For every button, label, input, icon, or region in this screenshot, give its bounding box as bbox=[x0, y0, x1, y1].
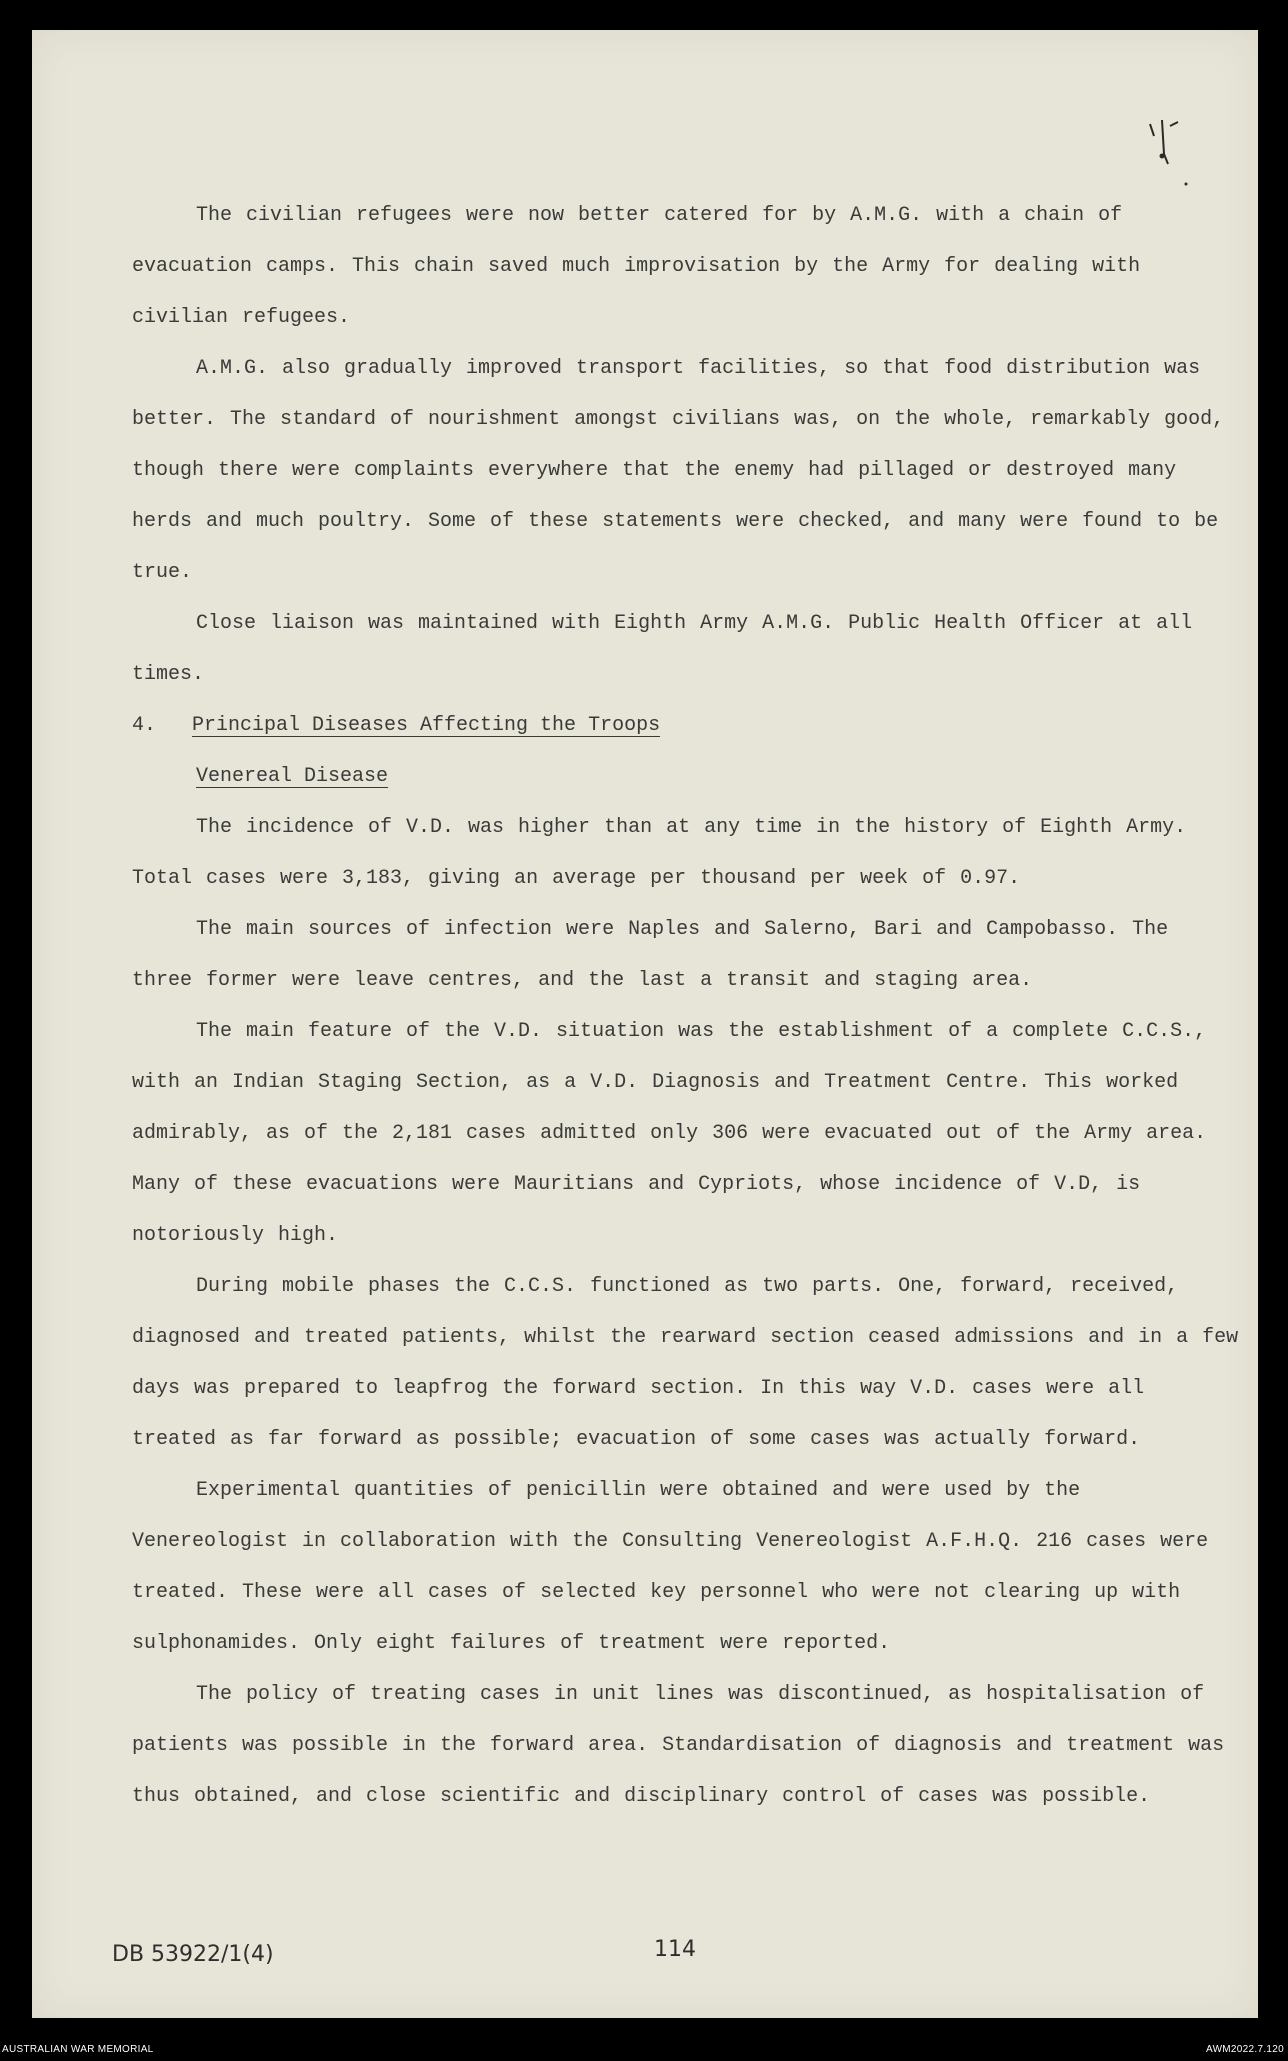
document-reference: DB 53922/1(4) bbox=[112, 1942, 274, 1967]
subsection-heading bbox=[132, 751, 1242, 802]
staple-mark-icon bbox=[1140, 114, 1190, 194]
body-paragraph: The main sources of infection were Naples and Salerno, Bari and Campobasso. The three former were leave centres, and the last a transit and staging area. bbox=[132, 918, 1169, 992]
archive-credit: AUSTRALIAN WAR MEMORIAL bbox=[2, 2044, 154, 2055]
body-paragraph: A.M.G. also gradually improved transport facilities, so that food distribution was better. The standard of nourishment amongst civilians was, on the whole, remarkably good, though there were complaints everywhere that the enemy had pillaged or destroyed many herds and much poultry. Some of these statements were checked, and many were found to be true. bbox=[132, 357, 1225, 584]
body-paragraph: During mobile phases the C.C.S. functioned as two parts. One, forward, received, diagnosed and treated patients, whilst the rearward section ceased admissions and in a few days was prepared to leapfrog the forward section. In this way V.D. cases were all treated as far forward as possible; evacuation of some cases was actually forward. bbox=[132, 1275, 1239, 1451]
document-body bbox=[132, 190, 1242, 1822]
document-page bbox=[32, 30, 1258, 2018]
body-paragraph: The incidence of V.D. was higher than at any time in the history of Eighth Army. Total cases were 3,183, giving an average per thousand per week of 0.97. bbox=[132, 816, 1187, 890]
body-paragraph: Experimental quantities of penicillin were obtained and were used by the Venereologist in collaboration with the Consulting Venereologist A.F.H.Q. 216 cases were treated. These were all cases of selected key personnel who were not clearing up with sulphonamides. Only eight failures of treatment were reported. bbox=[132, 1479, 1209, 1655]
page-number: 114 bbox=[654, 1937, 696, 1962]
section-heading bbox=[132, 700, 1242, 751]
body-paragraph: The main feature of the V.D. situation was the establishment of a complete C.C.S., with an Indian Staging Section, as a V.D. Diagnosis and Treatment Centre. This worked admirably, as of the 2,181 cases admitted only 306 were evacuated out of the Army area. Many of these evacuations were Mauritians and Cypriots, whose incidence of V.D, is notoriously high. bbox=[132, 1020, 1207, 1247]
body-paragraph: The civilian refugees were now better catered for by A.M.G. with a chain of evacuation camps. This chain saved much improvisation by the Army for dealing with civilian refugees. bbox=[132, 204, 1141, 329]
archive-catalogue-number: AWM2022.7.120 bbox=[1205, 2044, 1284, 2055]
section-number: 4. bbox=[132, 714, 157, 737]
body-paragraph: Close liaison was maintained with Eighth Army A.M.G. Public Health Officer at all times. bbox=[132, 612, 1193, 686]
section-title: Principal Diseases Affecting the Troops bbox=[192, 714, 661, 737]
body-paragraph: The policy of treating cases in unit lines was discontinued, as hospitalisation of patients was possible in the forward area. Standardisation of diagnosis and treatment was thus obtained, and close scientific and disciplinary control of cases was possible. bbox=[132, 1683, 1225, 1808]
subsection-title: Venereal Disease bbox=[196, 765, 389, 788]
